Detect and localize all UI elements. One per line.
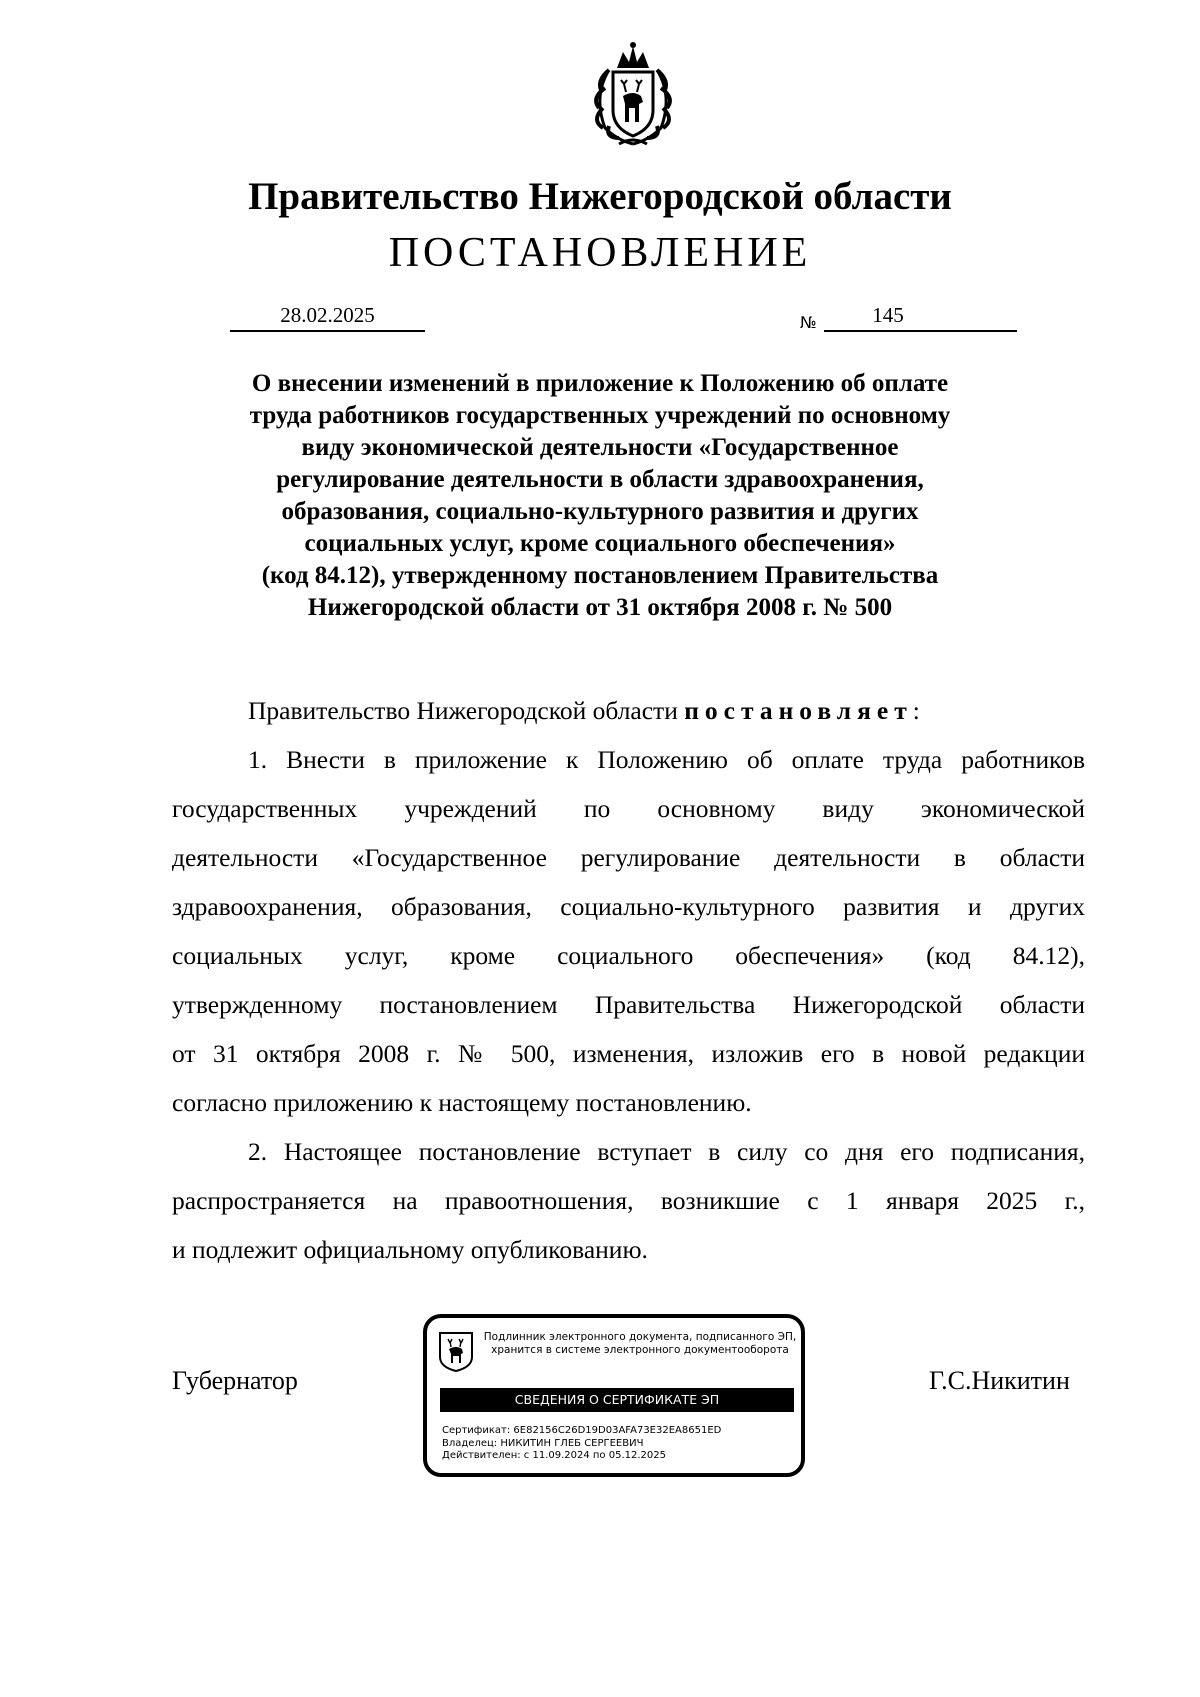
document-title	[190, 368, 1010, 624]
certificate-validity: Действителен: с 11.09.2024 по 05.12.2025	[442, 1450, 666, 1461]
document-date: 28.02.2025	[280, 303, 375, 327]
title-line: (код 84.12), утвержденному постановлением Правительства	[261, 562, 939, 589]
title-line: виду экономической деятельности «Государственное	[301, 434, 899, 461]
title-line: социальных услуг, кроме социального обеспечения»	[304, 530, 896, 557]
certificate-details	[442, 1425, 721, 1463]
title-line: образования, социально-культурного развития и других	[281, 498, 919, 525]
number-sign: №	[800, 313, 817, 332]
paragraph-2-line: и подлежит официальному опубликованию.	[172, 1235, 648, 1264]
document-type-heading: ПОСТАНОВЛЕНИЕ	[388, 230, 812, 276]
document-number: 145	[872, 303, 904, 327]
stamp-note-line: Подлинник электронного документа, подписанного ЭП,	[483, 1331, 797, 1343]
paragraph-1-line: 1. Внести в приложение к Положению об оплате труда работников	[248, 745, 1085, 774]
title-line: регулирование деятельности в области здравоохранения,	[276, 466, 924, 493]
preamble-colon: :	[912, 696, 920, 725]
paragraph-1-line: деятельности «Государственное регулирование деятельности в области	[172, 843, 1085, 872]
number-underline	[824, 330, 1017, 332]
certificate-serial: Сертификат: 6E82156C26D19D03AFA73E32EA8651ED	[442, 1425, 722, 1436]
title-line: О внесении изменений в приложение к Положению об оплате	[251, 370, 949, 397]
signatory-name: Г.С.Никитин	[929, 1366, 1070, 1395]
stamp-note-line: хранится в системе электронного документооборота	[491, 1344, 789, 1356]
deer-emblem-icon	[438, 1331, 474, 1373]
paragraph-1-line: от 31 октября 2008 г. № 500, изменения, изложив его в новой редакции	[172, 1039, 1085, 1068]
stamp-note	[479, 1331, 801, 1357]
signatory-title: Губернатор	[172, 1366, 298, 1395]
title-line: труда работников государственных учреждений по основному	[249, 402, 951, 429]
coat-of-arms-emblem	[579, 40, 687, 148]
preamble-verb: постановляет	[684, 696, 913, 725]
paragraph-1-line: согласно приложению к настоящему постановлению.	[172, 1088, 752, 1117]
date-underline	[230, 330, 425, 332]
certificate-owner: Владелец: НИКИТИН ГЛЕБ СЕРГЕЕВИЧ	[442, 1437, 644, 1449]
organization-heading: Правительство Нижегородской области	[248, 175, 952, 218]
title-line: Нижегородской области от 31 октября 2008 г. № 500	[307, 594, 893, 621]
paragraph-1-line: здравоохранения, образования, социально-культурного развития и других	[172, 892, 1085, 921]
coat-of-arms-icon	[579, 40, 687, 148]
preamble-text: Правительство Нижегородской области	[248, 696, 685, 725]
paragraph-1-line: утвержденному постановлением Правительства Нижегородской области	[172, 990, 1085, 1019]
paragraph-1-line: социальных услуг, кроме социального обеспечения» (код 84.12),	[172, 941, 1085, 970]
certificate-banner: СВЕДЕНИЯ О СЕРТИФИКАТЕ ЭП	[440, 1388, 794, 1412]
paragraph-1-line: государственных учреждений по основному виду экономической	[172, 794, 1085, 823]
preamble	[248, 686, 920, 735]
electronic-signature-stamp	[423, 1314, 805, 1477]
paragraph-2-line: распространяется на правоотношения, возникшие с 1 января 2025 г.,	[172, 1186, 1085, 1215]
paragraph-2-line: 2. Настоящее постановление вступает в силу со дня его подписания,	[248, 1137, 1085, 1166]
